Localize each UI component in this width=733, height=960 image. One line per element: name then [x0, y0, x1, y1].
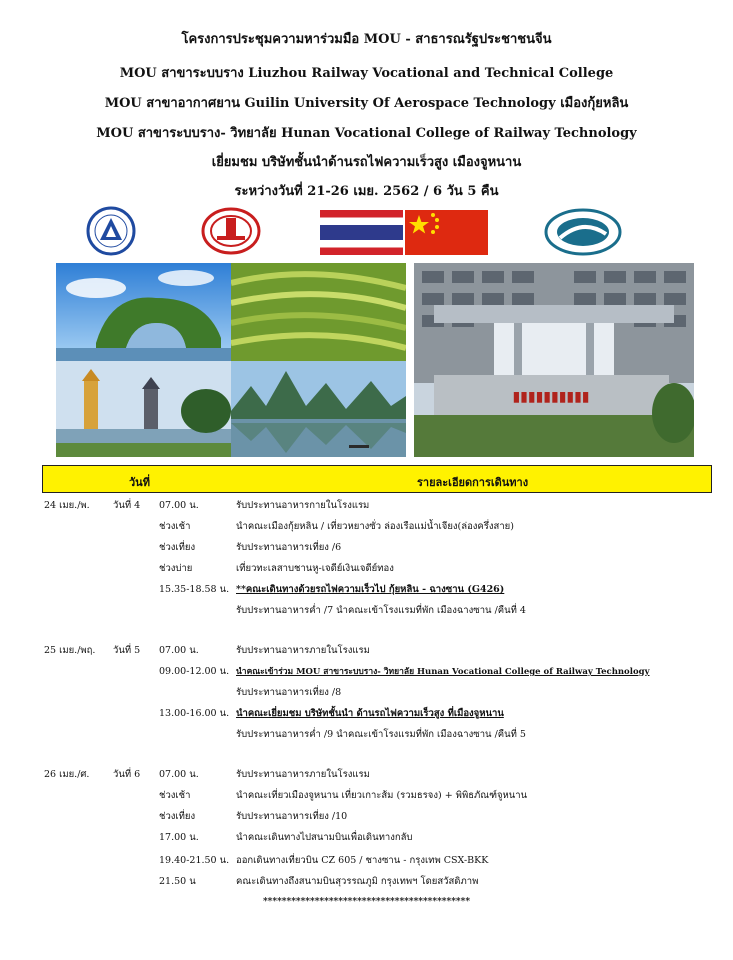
row-desc: รับประทานอาหารภายในโรงแรม	[236, 769, 370, 780]
title-line-2: MOU สาขาระบบราง Liuzhou Railway Vocational and Technical College	[119, 66, 614, 81]
li-river-karst-photo	[231, 361, 406, 457]
row-desc: รับประทานอาหารเที่ยง /6	[236, 542, 342, 553]
row-desc: นำคณะเมืองกุ้ยหลิน / เที่ยวหยางซั่ว ล่องเรือแม่น้ำเจียง(ล่องครึ่งสาย)	[236, 521, 514, 532]
china-flag	[405, 210, 488, 255]
footer-divider: ********************************************	[262, 897, 471, 907]
row-time: 09.00-12.00 น.	[159, 666, 230, 677]
row-desc: คณะเดินทางถึงสนามบินสุวรรณภูมิ กรุงเทพฯ โดยสวัสดิภาพ	[236, 876, 479, 887]
row-desc: รับประทานอาหารค่ำ /7 นำคณะเข้าโรงแรมที่พัก เมืองฉางซาน /คืนที่ 4	[236, 605, 526, 616]
row-time: 15.35-18.58 น.	[159, 584, 230, 595]
column-header-day: วันที่	[129, 476, 150, 489]
day-date: 25 เมย./พฤ.	[44, 645, 96, 656]
university-seal-logo	[80, 206, 142, 256]
hunan-railway-college-logo	[544, 208, 622, 256]
row-desc: รับประทานอาหารภายในโรงแรม	[236, 645, 370, 656]
row-time: ช่วงเช้า	[159, 521, 191, 532]
title-line-3: MOU สาขาอากาศยาน Guilin University Of Aerospace Technology เมืองกุ้ยหลิน	[104, 96, 629, 111]
row-desc: ออกเดินทางเที่ยวบิน CZ 605 / ชางซาน - กรุงเทพ CSX-BKK	[236, 855, 489, 866]
day-number: วันที่ 5	[113, 645, 141, 656]
thailand-flag	[320, 210, 403, 255]
row-desc: นำคณะเดินทางไปสนามบินเพื่อเดินทางกลับ	[236, 832, 413, 843]
row-desc: รับประทานอาหารเที่ยง /10	[236, 811, 348, 822]
title-line-6: ระหว่างวันที่ 21-26 เมย. 2562 / 6 วัน 5 คืน	[234, 184, 499, 199]
row-time: 13.00-16.00 น.	[159, 708, 230, 719]
row-time: ช่วงเที่ยง	[159, 811, 196, 822]
row-desc: เที่ยวทะเลสาบชานหู-เจดีย์เงินเจดีย์ทอง	[236, 563, 394, 574]
row-desc: นำคณะเข้าร่วม MOU สาขาระบบราง- วิทยาลัย Hunan Vocational College of Railway Technology	[236, 667, 650, 677]
railway-college-logo	[199, 206, 263, 256]
row-desc: รับประทานอาหารกายในโรงแรม	[236, 500, 370, 511]
day-number: วันที่ 6	[113, 769, 141, 780]
day-number: วันที่ 4	[113, 500, 141, 511]
row-time: 17.00 น.	[159, 832, 199, 843]
row-time: 07.00 น.	[159, 645, 199, 656]
day-date: 24 เมย./พ.	[44, 500, 90, 511]
college-building-photo	[414, 263, 694, 457]
elephant-trunk-hill-photo	[56, 263, 231, 361]
row-desc: นำคณะเยี่ยมชม บริษัทชั้นนำ ด้านรถไฟความเร็วสูง ที่เมืองจูหนาน	[236, 708, 504, 719]
row-desc: **คณะเดินทางด้วยรถไฟความเร็วไป กุ้ยหลิน - ฉางซาน (G426)	[236, 584, 505, 595]
day-date: 26 เมย./ศ.	[44, 769, 90, 780]
title-line-1: โครงการประชุมความหาร่วมมือ MOU - สาธารณรัฐประชาชนจีน	[181, 32, 552, 47]
row-time: ช่วงเช้า	[159, 790, 191, 801]
row-time: 07.00 น.	[159, 769, 199, 780]
row-time: ช่วงบ่าย	[159, 563, 193, 574]
row-desc: รับประทานอาหารเที่ยง /8	[236, 687, 342, 698]
sun-moon-pagodas-photo	[56, 361, 231, 457]
title-line-5: เยี่ยมชม บริษัทชั้นนำด้านรถไฟความเร็วสูง เมืองจูหนาน	[211, 155, 522, 170]
row-time: 07.00 น.	[159, 500, 199, 511]
title-line-4: MOU สาขาระบบราง- วิทยาลัย Hunan Vocational College of Railway Technology	[96, 126, 637, 141]
row-time: 21.50 น	[159, 876, 196, 887]
column-header-detail: รายละเอียดการเดินทาง	[417, 476, 529, 489]
svg-text:▮▮▮▮▮▮▮▮▮▮: ▮▮▮▮▮▮▮▮▮▮	[512, 389, 590, 405]
itinerary-table-header	[42, 465, 712, 493]
row-time: 19.40-21.50 น.	[159, 855, 230, 866]
rice-terraces-photo	[231, 263, 406, 361]
row-time: ช่วงเที่ยง	[159, 542, 196, 553]
row-desc: นำคณะเที่ยวเมืองจูหนาน เที่ยวเกาะส้ม (รวมธรจง) + พิพิธภัณฑ์จูหนาน	[236, 790, 528, 801]
row-desc: รับประทานอาหารค่ำ /9 นำคณะเข้าโรงแรมที่พัก เมืองฉางซาน /คืนที่ 5	[236, 729, 526, 740]
